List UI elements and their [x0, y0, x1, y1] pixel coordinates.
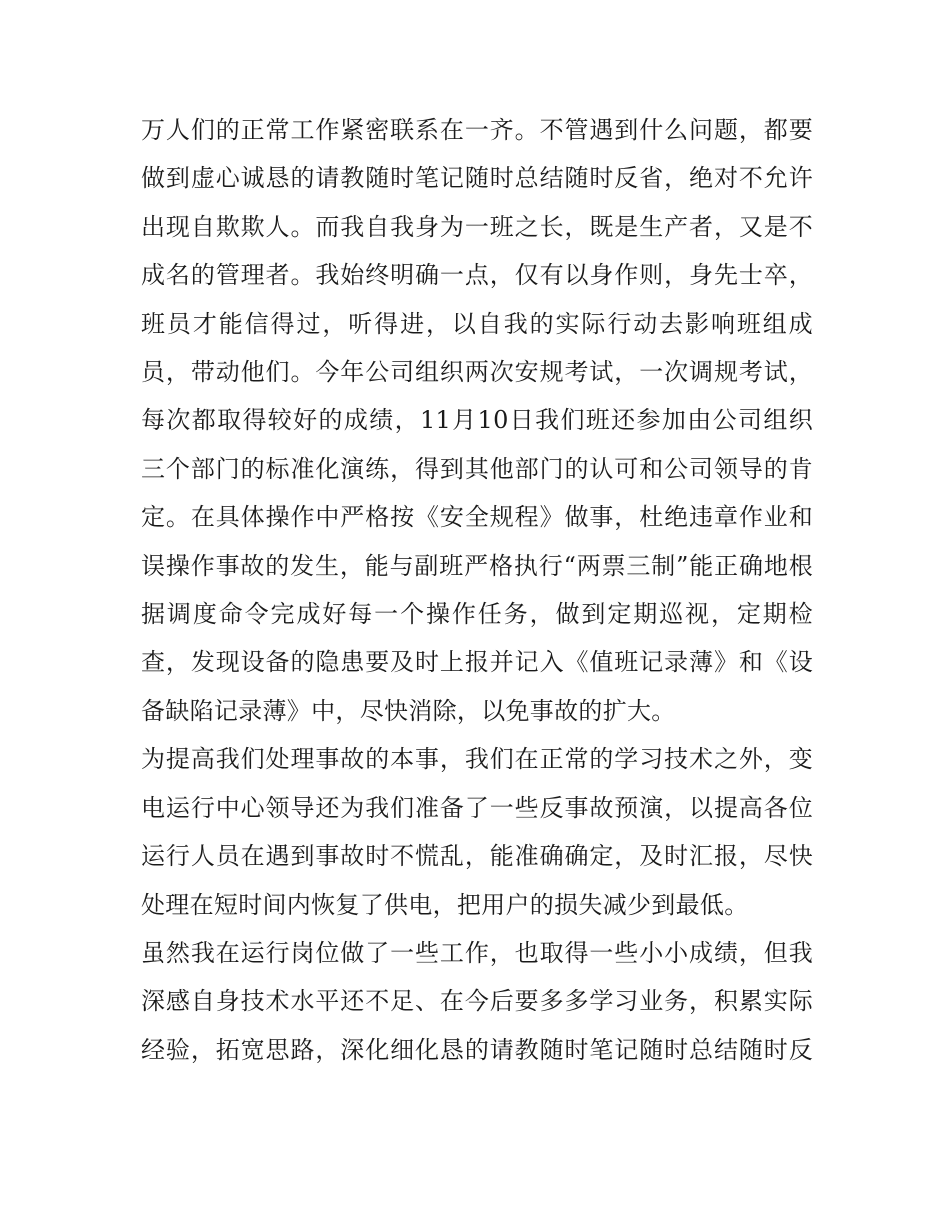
- text-line: 电运行中心领导还为我们准备了一些反事故预演，以提高各位: [141, 793, 813, 822]
- text-line: 虽然我在运行岗位做了一些工作，也取得一些小小成绩，但我: [141, 938, 813, 967]
- text-line: 经验，拓宽思路，深化细化恳的请教随时笔记随时总结随时反: [141, 1035, 813, 1064]
- text-line: 员，带动他们。今年公司组织两次安规考试，一次调规考试，: [141, 358, 813, 387]
- text-line: 运行人员在遇到事故时不慌乱，能准确确定，及时汇报，尽快: [141, 842, 813, 871]
- text-line: 为提高我们处理事故的本事，我们在正常的学习技术之外，变: [141, 745, 813, 774]
- text-line: 班员才能信得过，听得进，以自我的实际行动去影响班组成: [141, 309, 813, 338]
- text-line: 三个部门的标准化演练，得到其他部门的认可和公司领导的肯: [141, 454, 813, 483]
- text-line: 深感自身技术水平还不足、在今后要多多学习业务，积累实际: [141, 987, 813, 1016]
- text-line: 备缺陷记录薄》中，尽快消除，以免事故的扩大。: [141, 696, 676, 725]
- text-line: 误操作事故的发生，能与副班严格执行“两票三制”能正确地根: [141, 551, 813, 580]
- text-line: 据调度命令完成好每一个操作任务，做到定期巡视，定期检: [141, 600, 813, 629]
- text-line: 成名的管理者。我始终明确一点，仅有以身作则，身先士卒，: [141, 261, 813, 290]
- text-line: 做到虚心诚恳的请教随时笔记随时总结随时反省，绝对不允许: [141, 164, 813, 193]
- paragraph-1: [141, 106, 813, 735]
- text-line: 查，发现设备的隐患要及时上报并记入《值班记录薄》和《设: [141, 648, 813, 677]
- paragraph-3: [141, 929, 813, 1074]
- text-line: 每次都取得较好的成绩，11月10日我们班还参加由公司组织: [141, 406, 813, 435]
- text-line: 出现自欺欺人。而我自我身为一班之长，既是生产者，又是不: [141, 212, 813, 241]
- text-line: 处理在短时间内恢复了供电，把用户的损失减少到最低。: [141, 890, 749, 919]
- text-line: 定。在具体操作中严格按《安全规程》做事，杜绝违章作业和: [141, 503, 813, 532]
- text-line: 万人们的正常工作紧密联系在一齐。不管遇到什么问题，都要: [141, 116, 813, 144]
- body-text: [141, 106, 813, 1074]
- paragraph-2: [141, 735, 813, 929]
